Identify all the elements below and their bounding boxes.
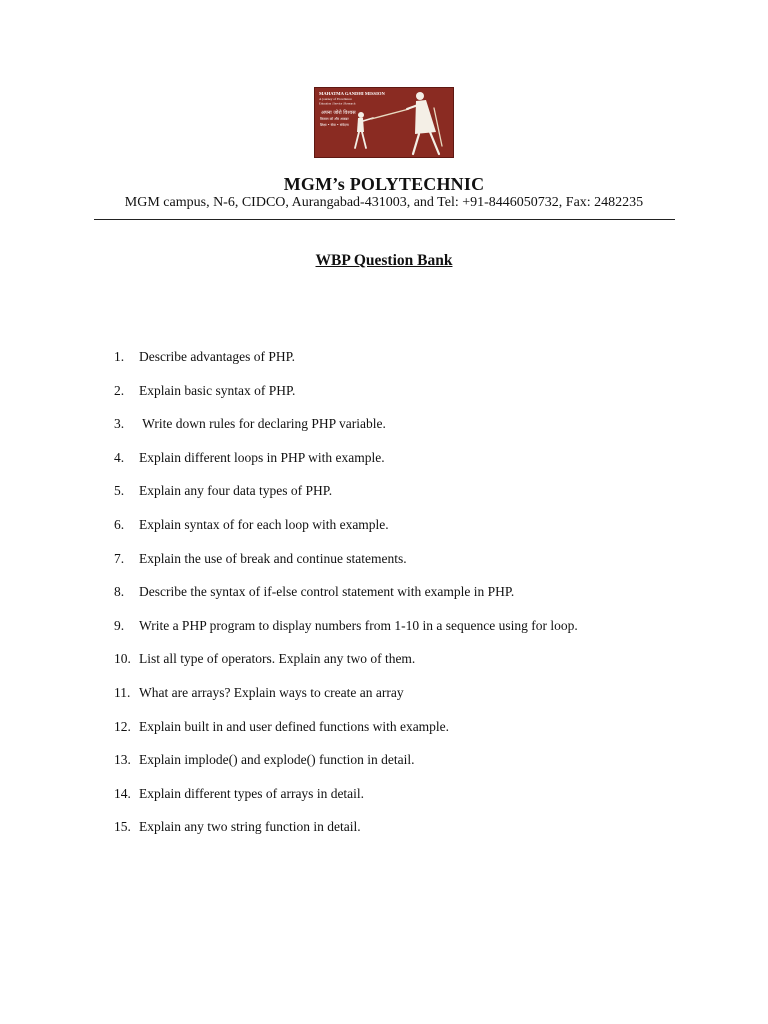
institute-address: MGM campus, N-6, CIDCO, Aurangabad-431003, and Tel: +91-8446050732, Fax: 2482235: [124, 195, 644, 210]
question-number: 9.: [114, 617, 125, 633]
logo-motto-line-3: शिक्षा • सेवा • संवेदना: [320, 123, 349, 127]
question-text: List all type of operators. Explain any two of them.: [139, 651, 416, 667]
logo-caption-line-1: MAHATMA GANDHI MISSION: [319, 91, 385, 96]
document-title: WBP Question Bank: [315, 252, 453, 269]
question-number: 7.: [114, 550, 125, 566]
question-number: 4.: [114, 449, 125, 465]
gandhi-leading-child-emblem: [315, 88, 453, 157]
question-text: Explain different loops in PHP with example.: [139, 449, 385, 465]
question-text: Explain built in and user defined functions with example.: [139, 718, 450, 734]
question-number: 5.: [114, 483, 125, 499]
question-text: Describe advantages of PHP.: [139, 349, 295, 364]
question-text: Explain any four data types of PHP.: [139, 483, 333, 499]
question-number: 14.: [114, 785, 131, 801]
question-text: Explain implode() and explode() function in detail.: [139, 752, 415, 768]
question-text: Write down rules for declaring PHP variable.: [139, 416, 386, 432]
question-text: Explain basic syntax of PHP.: [139, 382, 296, 398]
question-text: Describe the syntax of if-else control statement with example in PHP.: [139, 584, 515, 600]
logo-motto-line-1: अपना जोरो विश्वस: [321, 110, 356, 116]
question-text: Explain syntax of for each loop with example.: [139, 517, 389, 532]
question-number: 10.: [114, 651, 131, 667]
question-number: 8.: [114, 584, 125, 600]
logo-motto-line-2: किसान को और अकबर: [320, 117, 349, 121]
question-number: 2.: [114, 382, 125, 398]
question-number: 13.: [114, 752, 131, 768]
header-divider: [94, 219, 675, 220]
question-number: 12.: [114, 718, 131, 734]
question-text: Write a PHP program to display numbers from 1-10 in a sequence using for loop.: [139, 617, 578, 633]
question-text: Explain any two string function in detail.: [139, 819, 361, 835]
question-number: 6.: [114, 517, 125, 532]
question-number: 15.: [114, 819, 131, 835]
institute-name: MGM’s POLYTECHNIC: [283, 174, 485, 194]
question-text: What are arrays? Explain ways to create an array: [139, 685, 404, 700]
logo-caption-line-2: A journey of Excellence: [319, 97, 352, 101]
question-text: Explain different types of arrays in detail.: [139, 785, 365, 801]
question-number: 3.: [114, 416, 125, 432]
question-number: 11.: [114, 685, 131, 700]
question-number: 1.: [114, 349, 125, 364]
question-text: Explain the use of break and continue statements.: [139, 550, 407, 566]
institute-logo: [314, 87, 454, 158]
logo-caption-line-3: Education | Service | Research: [319, 101, 356, 106]
